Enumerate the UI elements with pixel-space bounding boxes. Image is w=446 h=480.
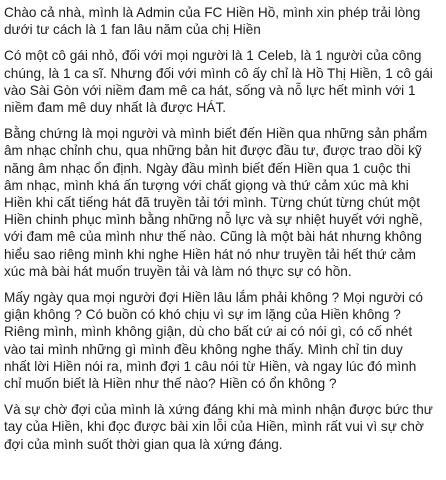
paragraph-about-hien: Có một cô gái nhỏ, đối với mọi người là 1 Celeb, là 1 người của công chúng, là 1 ca sĩ. Nhưng đối với mình cô ấy chỉ là Hồ Thị Hiền, 1 cô gái vào Sài Gòn với niềm đam mê ca hát, sống và nỗ lực hết mình với 1 niềm đam mê duy nhất là được HÁT.	[4, 48, 433, 116]
paragraph-intro: Chào cả nhà, mình là Admin của FC Hiền Hồ, mình xin phép trải lòng dưới tư cách là 1 fan lâu năm của chị Hiền	[4, 5, 421, 38]
paragraph-waiting: Mấy ngày qua mọi người đợi Hiền lâu lắm phải không ? Mọi người có giận không ? Có buồn có khó chịu vì sự im lặng của Hiền không ? Riêng mình, mình không giận, dù cho bất cứ ai có nói gì, có cố nhét vào tai mình những gì mình đều không nghe thấy. Mình chỉ tin duy nhất lời Hiền nói ra, mình đợi 1 câu nói từ Hiền, và ngay lúc đó mình chỉ muốn biết là Hiền như thế nào? Hiền có ổn không ?	[4, 290, 423, 392]
paragraph-evidence: Bằng chứng là mọi người và mình biết đến Hiền qua những sản phẩm âm nhạc chỉnh chu, qua những bản hit được đầu tư, được trao dồi kỹ năng âm nhạc ổn định. Ngày đầu mình biết đến Hiền qua 1 cuộc thi âm nhạc, mình khá ấn tượng với chất giọng và thứ cảm xúc mà khi Hiền khi cất tiếng hát đã truyền tải tới mình. Từng chút từng chút một Hiền chinh phục mình bằng những nỗ lực và sự nhiệt huyết với nghề, với đam mê của mình như thế nào. Cũng là một bài hát nhưng không hiểu sao riêng mình khi nghe Hiền hát nó như truyền tải hết thứ cảm xúc mà bài hát muốn truyền tải và làm nó thực sự có hồn.	[4, 126, 428, 279]
post-body	[4, 4, 442, 462]
paragraph-conclusion: Và sự chờ đợi của mình là xứng đáng khi mà mình nhận được bức thư tay của Hiền, khi đọc được bài xin lỗi của Hiền, mình rất vui vì sự chờ đợi của mình suốt thời gian qua là xứng đáng.	[4, 402, 433, 452]
